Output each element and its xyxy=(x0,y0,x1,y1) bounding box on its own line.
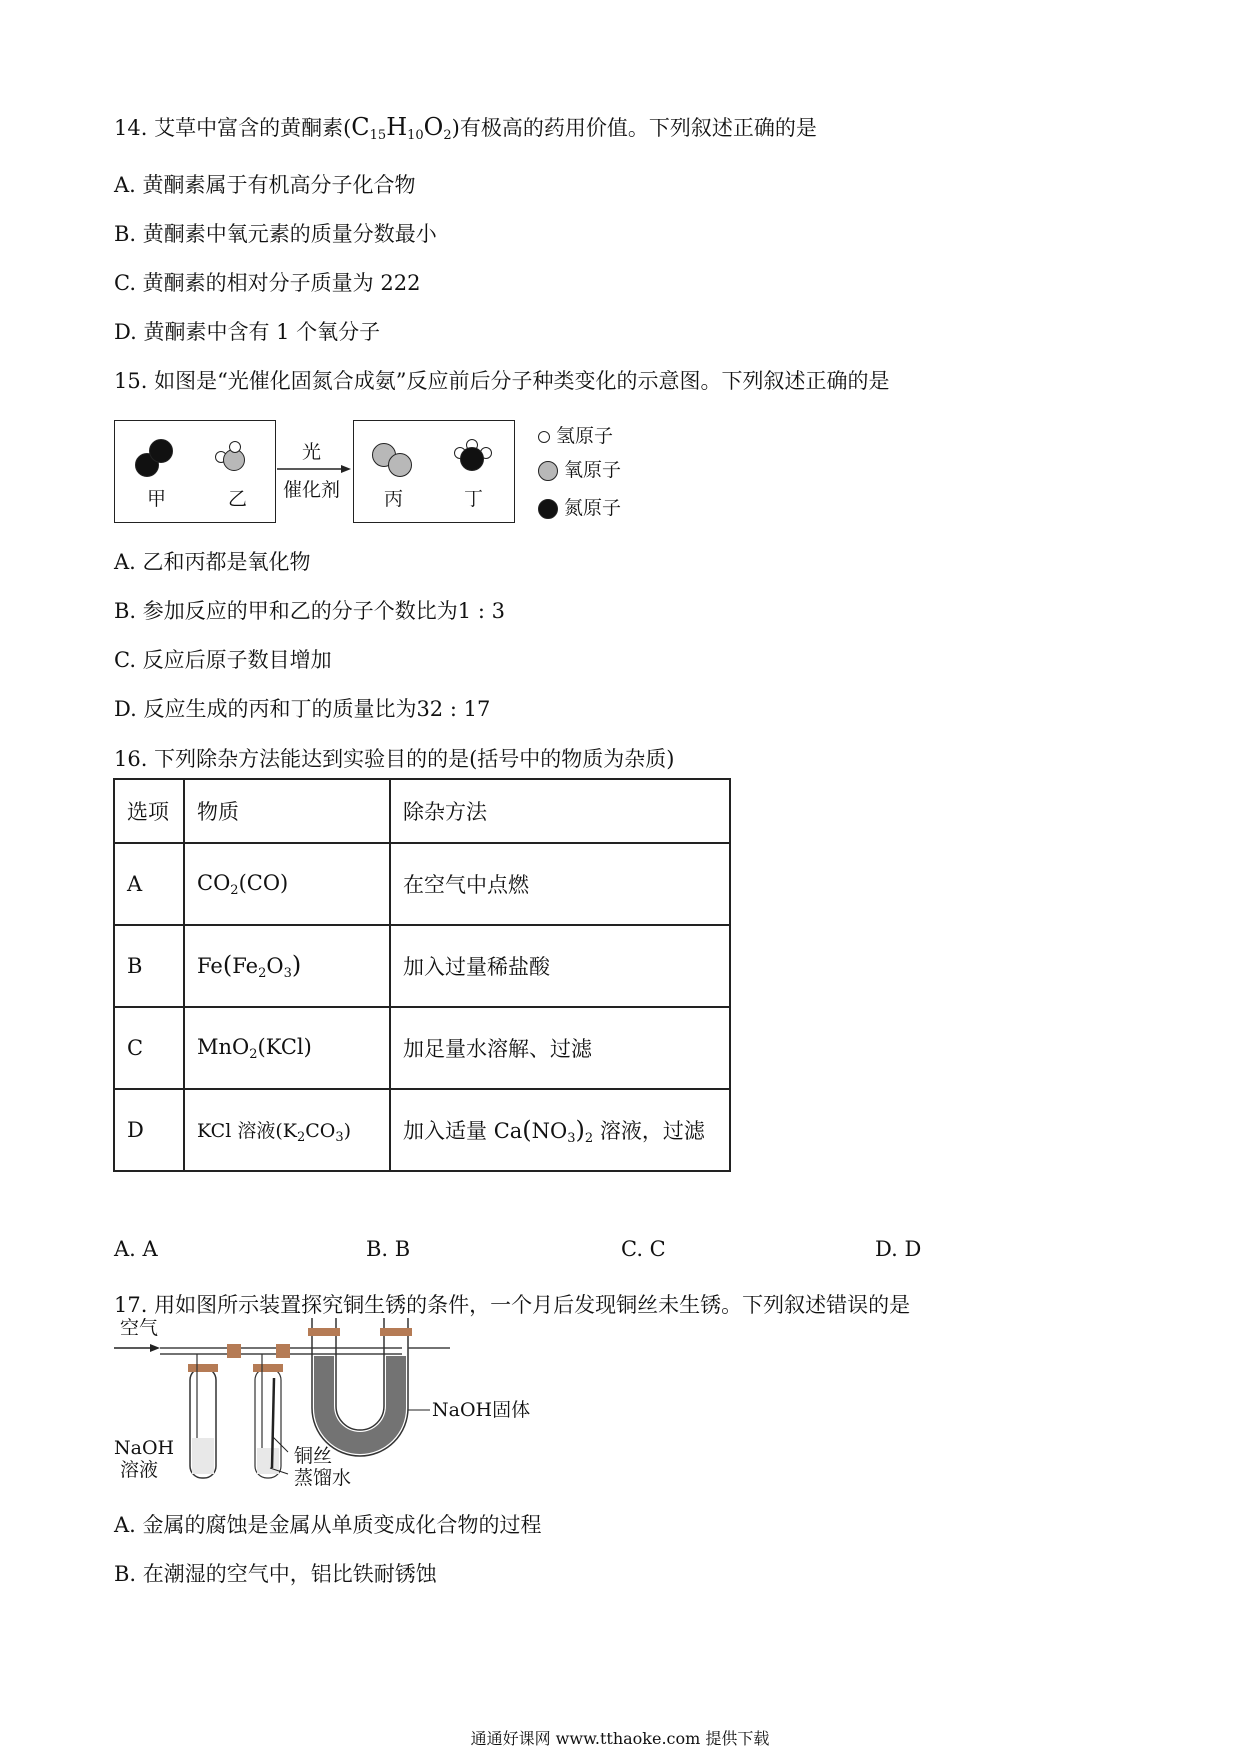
q15-option-c: C. 反应后原子数目增加 xyxy=(114,648,332,672)
q14-option-c: C. 黄酮素的相对分子质量为 222 xyxy=(114,271,421,295)
q14-stem: 14. 艾草中富含的黄酮素$(C_{15}H_{10}O_2)$有极高的药用价值。下列叙述正确的是 xyxy=(114,113,817,143)
header-option: 选项 xyxy=(114,779,184,843)
cell-method: 在空气中点燃 xyxy=(390,843,730,925)
q14-option-b: B. 黄酮素中氧元素的质量分数最小 xyxy=(114,222,437,246)
cell-substance: KCl 溶液$(K_2CO_3)$ xyxy=(184,1089,390,1171)
cell-option: C xyxy=(114,1007,184,1089)
arrow-bottom-label: 催化剂 xyxy=(283,479,341,501)
label-naoh-solution-1: NaOH xyxy=(114,1437,175,1459)
q17-stem: 17. 用如图所示装置探究铜生锈的条件，一个月后发现铜丝未生锈。下列叙述错误的是 xyxy=(114,1293,911,1317)
cell-substance: MnO$_2$(KCl) xyxy=(184,1007,390,1089)
q16-stem: 16. 下列除杂方法能达到实验目的的是(括号中的物质为杂质) xyxy=(114,747,675,771)
cell-substance: $Fe(Fe_2O_3)$ xyxy=(184,925,390,1007)
impurity-table xyxy=(113,778,731,1172)
legend-oxygen: 氧原子 xyxy=(538,458,621,482)
label-copper-wire: 铜丝 xyxy=(294,1445,333,1467)
page-footer: 通通好课网 www.tthaoke.com 提供下载 xyxy=(470,1729,770,1748)
label-naoh-solution-2: 溶液 xyxy=(120,1459,159,1481)
cell-option: B xyxy=(114,925,184,1007)
cell-method: 加入过量稀盐酸 xyxy=(390,925,730,1007)
arrow-top-label: 光 xyxy=(302,441,322,463)
q14-option-a: A. 黄酮素属于有机高分子化合物 xyxy=(114,173,416,197)
cell-option: A xyxy=(114,843,184,925)
table-header-row xyxy=(114,779,730,843)
label-air: 空气 xyxy=(120,1317,159,1339)
q15-option-a: A. 乙和丙都是氧化物 xyxy=(114,550,311,574)
cell-method: 加入适量 $Ca(NO_3)_2$ 溶液，过滤 xyxy=(390,1089,730,1171)
cell-substance: $CO_2(CO)$ xyxy=(184,843,390,925)
cell-method: 加足量水溶解、过滤 xyxy=(390,1007,730,1089)
table-row xyxy=(114,1089,730,1171)
products-box xyxy=(353,420,515,523)
label-bing: 丙 xyxy=(384,488,404,510)
reactants-box xyxy=(114,420,276,523)
table-row xyxy=(114,925,730,1007)
label-jia: 甲 xyxy=(147,488,167,510)
header-method: 除杂方法 xyxy=(390,779,730,843)
reaction-arrow-icon xyxy=(275,464,353,474)
label-yi: 乙 xyxy=(228,488,248,510)
q17-option-b: B. 在潮湿的空气中，铝比铁耐锈蚀 xyxy=(114,1562,437,1586)
label-naoh-solid: NaOH固体 xyxy=(432,1399,531,1421)
table-row xyxy=(114,1007,730,1089)
q16-choice-b: B. B xyxy=(366,1237,411,1261)
q15-stem: 15. 如图是“光催化固氮合成氨”反应前后分子种类变化的示意图。下列叙述正确的是 xyxy=(114,369,890,393)
cell-option: D xyxy=(114,1089,184,1171)
q16-choice-c: C. C xyxy=(621,1237,666,1261)
q15-option-b: B. 参加反应的甲和乙的分子个数比为1 : 3 xyxy=(114,599,505,623)
legend-nitrogen: 氮原子 xyxy=(538,496,621,520)
q17-option-a: A. 金属的腐蚀是金属从单质变成化合物的过程 xyxy=(114,1513,542,1537)
label-ding: 丁 xyxy=(464,488,484,510)
q15-option-d: D. 反应生成的丙和丁的质量比为32 : 17 xyxy=(114,697,491,721)
table-row xyxy=(114,843,730,925)
header-substance: 物质 xyxy=(184,779,390,843)
q16-choice-d: D. D xyxy=(875,1237,922,1261)
copper-rust-apparatus xyxy=(112,1318,552,1488)
q16-choice-a: A. A xyxy=(114,1237,158,1261)
legend-hydrogen: 氢原子 xyxy=(538,424,613,448)
q14-option-d: D. 黄酮素中含有 1 个氧分子 xyxy=(114,320,381,344)
label-distilled-water: 蒸馏水 xyxy=(294,1467,352,1489)
